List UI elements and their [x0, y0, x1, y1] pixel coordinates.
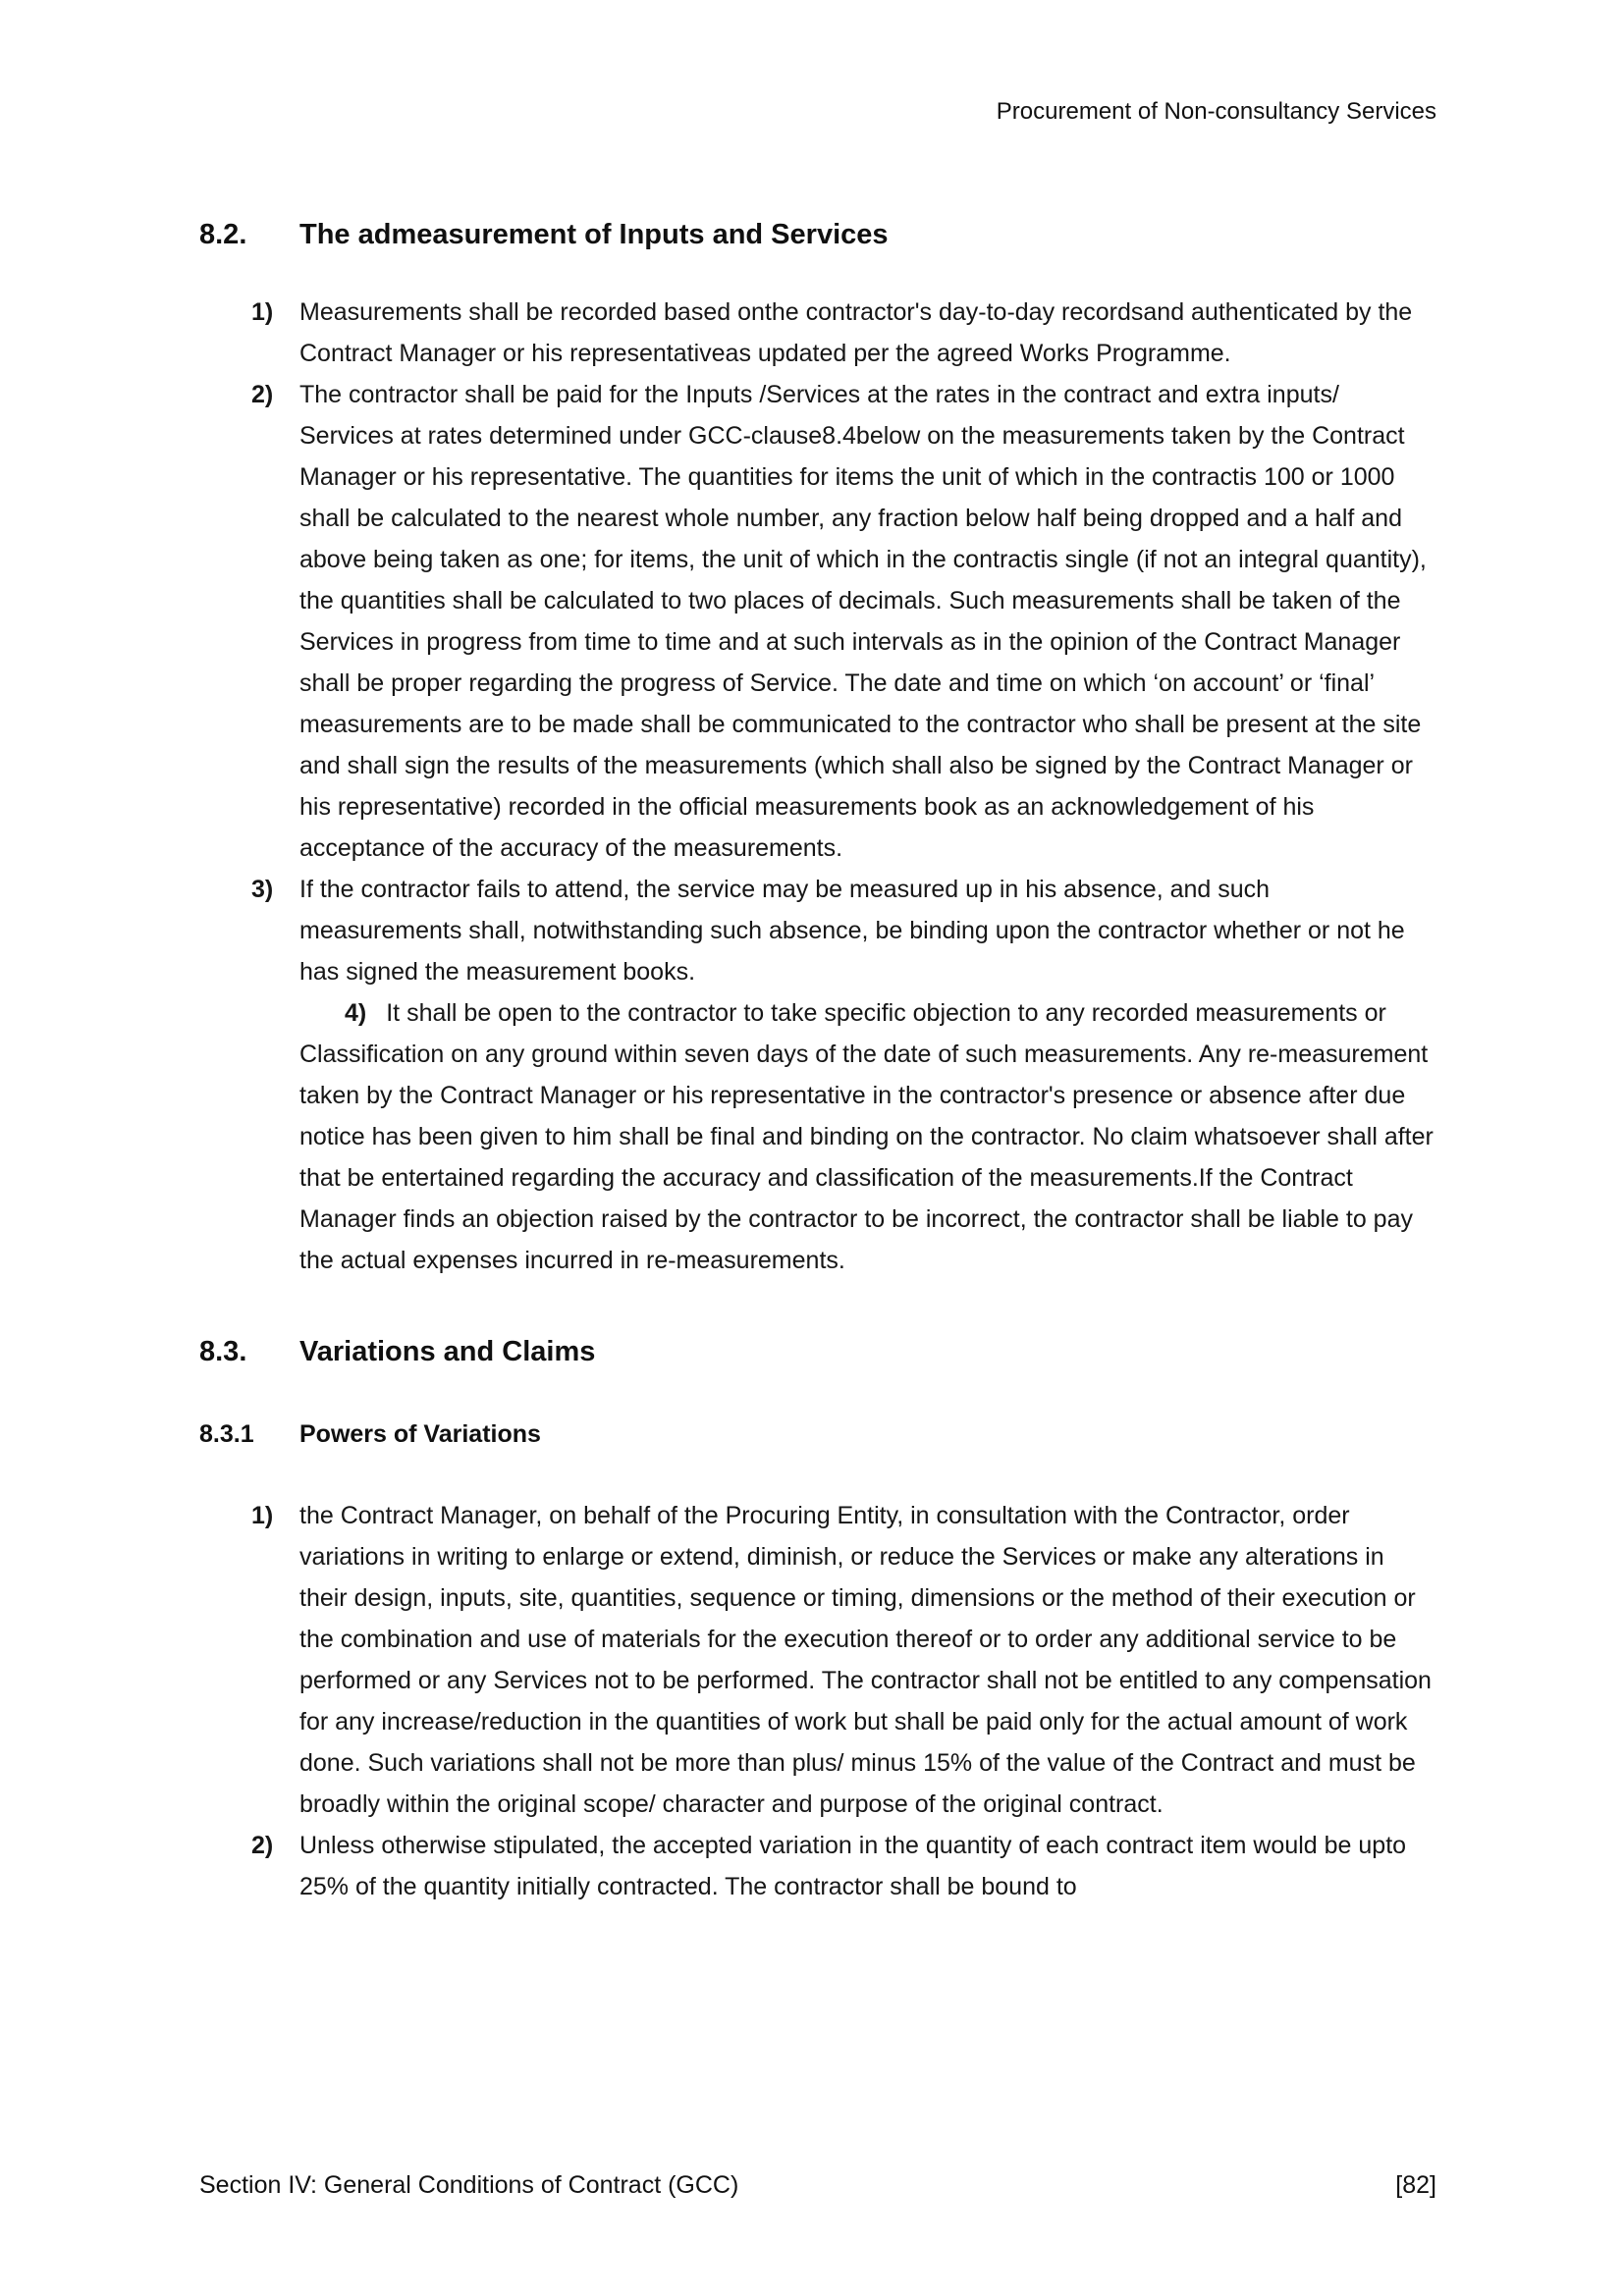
section-heading-8-3-1	[199, 1419, 1436, 1450]
list-item	[199, 292, 1436, 374]
document-footer	[199, 2171, 1436, 2200]
list-text: Measurements shall be recorded based onthe contractor's day-to-day recordsand authenticated by the Contract Manager or his representativeas updated per the agreed Works Programme.	[299, 298, 1413, 368]
header-title: Procurement of Non-consultancy Services	[996, 98, 1436, 125]
list-item	[199, 1825, 1436, 1907]
list-text: If the contractor fails to attend, the service may be measured up in his absence, and such measurements shall, notwithstanding such absence, be binding upon the contractor whether or not he has signed the measurement books.	[299, 876, 1405, 987]
list-text: The contractor shall be paid for the Inputs /Services at the rates in the contract and extra inputs/ Services at rates determined under GCC-clause8.4below on the measurements taken by the Contract Manager or his representative. The quantities for items the unit of which in the contractis 100 or 1000 shall be calculated to the nearest whole number, any fraction below half being dropped and a half and above being taken as one; for items, the unit of which in the contractis single (if not an integral quantity), the quantities shall be calculated to two places of decimals. Such measurements shall be taken of the Services in progress from time to time and at such intervals as in the opinion of the Contract Manager shall be proper regarding the progress of Service. The date and time on which ‘on account’ or ‘final’ measurements are to be made shall be communicated to the contractor who shall be present at the site and shall sign the results of the measurements (which shall also be signed by the Contract Manager or his representative) recorded in the official measurements book as an acknowledgement of his acceptance of the accuracy of the measurements.	[299, 381, 1427, 863]
footer-page-number: [82]	[1395, 2171, 1436, 2199]
list-item	[199, 869, 1436, 992]
section-number: 8.3.1	[199, 1419, 254, 1448]
list-marker: 1)	[251, 298, 274, 327]
list-text: Unless otherwise stipulated, the accepted variation in the quantity of each contract item would be upto 25% of the quantity initially contracted. The contractor shall be bound to	[299, 1831, 1407, 1900]
section-title: Variations and Claims	[299, 1336, 596, 1368]
list-item	[199, 1495, 1436, 1825]
section-heading-8-2	[199, 217, 1436, 252]
list-marker: 4)	[345, 999, 367, 1028]
list-text: It shall be open to the contractor to take specific objection to any recorded measurements or Classification on any ground within seven days of the date of such measurements. Any re-measurement taken by the Contract Manager or his representative in the contractor's presence or absence after due notice has been given to him shall be final and binding on the contractor. No claim whatsoever shall after that be entertained regarding the accuracy and classification of the measurements.If the Contract Manager finds an objection raised by the contractor to be incorrect, the contractor shall be liable to pay the actual expenses incurred in re-measurements.	[299, 999, 1434, 1275]
list-text: the Contract Manager, on behalf of the Procuring Entity, in consultation with the Contractor, order variations in writing to enlarge or extend, diminish, or reduce the Services or make any alterations in their design, inputs, site, quantities, sequence or timing, dimensions or the method of their execution or the combination and use of materials for the execution thereof or to order any additional service to be performed or any Services not to be performed. The contractor shall not be entitled to any compensation for any increase/reduction in the quantities of work but shall be paid only for the actual amount of work done. Such variations shall not be more than plus/ minus 15% of the value of the Contract and must be broadly within the original scope/ character and purpose of the original contract.	[299, 1501, 1432, 1818]
section-title: The admeasurement of Inputs and Services	[299, 219, 889, 251]
document-header	[199, 96, 1436, 127]
list-marker: 2)	[251, 1831, 274, 1859]
numbered-list-8-3-1	[199, 1495, 1436, 1907]
section-title: Powers of Variations	[299, 1419, 541, 1448]
list-marker: 3)	[251, 876, 274, 904]
footer-section-label: Section IV: General Conditions of Contract (GCC)	[199, 2171, 739, 2199]
list-item	[199, 374, 1436, 869]
list-marker: 2)	[251, 381, 274, 409]
section-heading-8-3	[199, 1334, 1436, 1369]
numbered-list-8-2	[199, 292, 1436, 1281]
document-content	[199, 217, 1436, 1907]
list-marker: 1)	[251, 1501, 274, 1529]
section-number: 8.2.	[199, 219, 247, 251]
section-number: 8.3.	[199, 1336, 247, 1368]
list-item-indented	[299, 992, 1436, 1281]
